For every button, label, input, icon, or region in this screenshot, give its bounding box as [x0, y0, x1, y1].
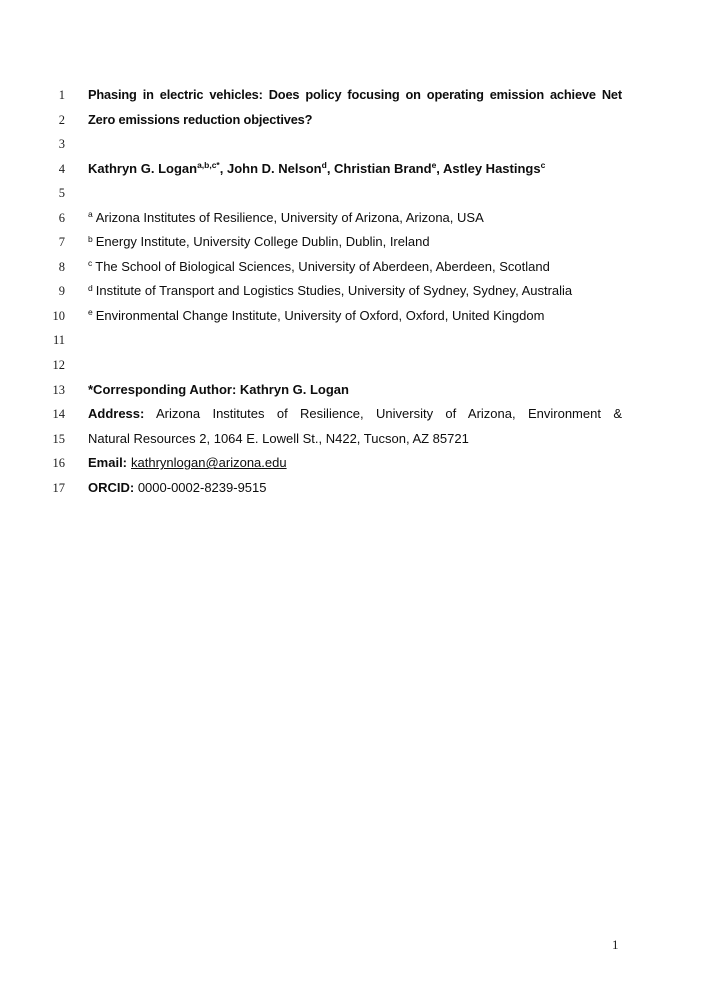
- line-row-11: [0, 328, 707, 353]
- line-number: 10: [52, 308, 65, 323]
- affiliation-c: [88, 255, 622, 280]
- line-row-12: [0, 353, 707, 378]
- line-number: 5: [58, 186, 65, 201]
- line-number: 14: [52, 407, 65, 422]
- page-number: 1: [612, 937, 619, 952]
- line-row-2: [0, 108, 707, 133]
- address-text: Arizona Institutes of Resilience, University of Arizona, Environment &: [144, 406, 622, 422]
- affiliation-a: [88, 206, 622, 231]
- corresponding-author-line: [88, 378, 622, 403]
- orcid-value: 0000-0002-8239-9515: [134, 479, 267, 495]
- manuscript-lines: [0, 83, 707, 500]
- corresponding-author-name: Kathryn G. Logan: [236, 381, 349, 397]
- email-label: Email:: [88, 455, 128, 471]
- affiliation-text: Institute of Transport and Logistics Studies, University of Sydney, Sydney, Australia: [95, 283, 573, 299]
- paper-title-line-2: Zero emissions reduction objectives?: [88, 111, 313, 127]
- author-affil-marker: c: [540, 160, 546, 171]
- line-number: 9: [58, 284, 65, 299]
- email-line: [88, 451, 622, 476]
- line-row-7: [0, 230, 707, 255]
- affiliation-marker: a: [88, 209, 93, 220]
- line-number: 3: [58, 137, 65, 152]
- author-separator: ,: [326, 160, 335, 176]
- blank-line: [88, 181, 622, 206]
- line-number: 16: [52, 456, 65, 471]
- line-number: 15: [52, 431, 65, 446]
- line-number: 12: [52, 358, 65, 373]
- author-name: Christian Brand: [334, 160, 432, 176]
- corresponding-author-label: *Corresponding Author:: [88, 381, 237, 397]
- line-row-15: [0, 427, 707, 452]
- line-number: 7: [58, 235, 65, 250]
- blank-line: [88, 328, 622, 353]
- line-row-6: [0, 206, 707, 231]
- author-name: Astley Hastings: [443, 160, 541, 176]
- author-name: Kathryn G. Logan: [88, 160, 198, 176]
- author-separator: ,: [436, 160, 444, 176]
- blank-line: [88, 353, 622, 378]
- line-row-8: [0, 255, 707, 280]
- author-separator: ,: [219, 160, 227, 176]
- affiliation-e: [88, 304, 622, 329]
- affiliation-marker: b: [88, 233, 93, 244]
- line-row-10: [0, 304, 707, 329]
- blank-line: [88, 132, 622, 157]
- address-label: Address:: [88, 406, 145, 422]
- affiliation-text: Energy Institute, University College Dublin, Dublin, Ireland: [95, 234, 430, 250]
- affiliation-marker: c: [88, 258, 93, 269]
- line-row-5: [0, 181, 707, 206]
- line-row-3: [0, 132, 707, 157]
- line-row-14: [0, 402, 707, 427]
- line-number: 17: [52, 480, 65, 495]
- line-row-16: [0, 451, 707, 476]
- affiliation-text: Arizona Institutes of Resilience, University of Arizona, Arizona, USA: [95, 209, 484, 225]
- line-number: 13: [52, 382, 65, 397]
- author-list: [88, 157, 622, 182]
- author-affil-marker: d: [321, 160, 327, 171]
- orcid-line: [88, 476, 622, 501]
- line-row-13: [0, 378, 707, 403]
- affiliation-marker: d: [88, 282, 93, 293]
- line-row-9: [0, 279, 707, 304]
- line-row-1: [0, 83, 707, 108]
- affiliation-text: Environmental Change Institute, University of Oxford, Oxford, United Kingdom: [95, 307, 545, 323]
- affiliation-text: The School of Biological Sciences, University of Aberdeen, Aberdeen, Scotland: [95, 258, 550, 274]
- author-affil-marker: a,b,c*: [197, 160, 220, 171]
- line-row-4: [0, 157, 707, 182]
- line-row-17: [0, 476, 707, 501]
- address-line-1: [88, 402, 622, 427]
- affiliation-marker: e: [88, 307, 93, 318]
- line-number: 8: [58, 259, 65, 274]
- author-affil-marker: e: [431, 160, 437, 171]
- paper-title-line-1: Phasing in electric vehicles: Does policy focusing on operating emission achieve Net: [88, 87, 622, 102]
- line-number: 6: [58, 210, 65, 225]
- line-number: 2: [58, 112, 65, 127]
- address-line-2: Natural Resources 2, 1064 E. Lowell St., N422, Tucson, AZ 85721: [88, 430, 469, 446]
- affiliation-b: [88, 230, 622, 255]
- email-link[interactable]: kathrynlogan@arizona.edu: [131, 455, 287, 471]
- author-name: John D. Nelson: [226, 160, 322, 176]
- line-number: 11: [52, 333, 65, 348]
- line-number: 4: [58, 161, 65, 176]
- line-number: 1: [58, 88, 65, 102]
- affiliation-d: [88, 279, 622, 304]
- orcid-label: ORCID:: [88, 479, 135, 495]
